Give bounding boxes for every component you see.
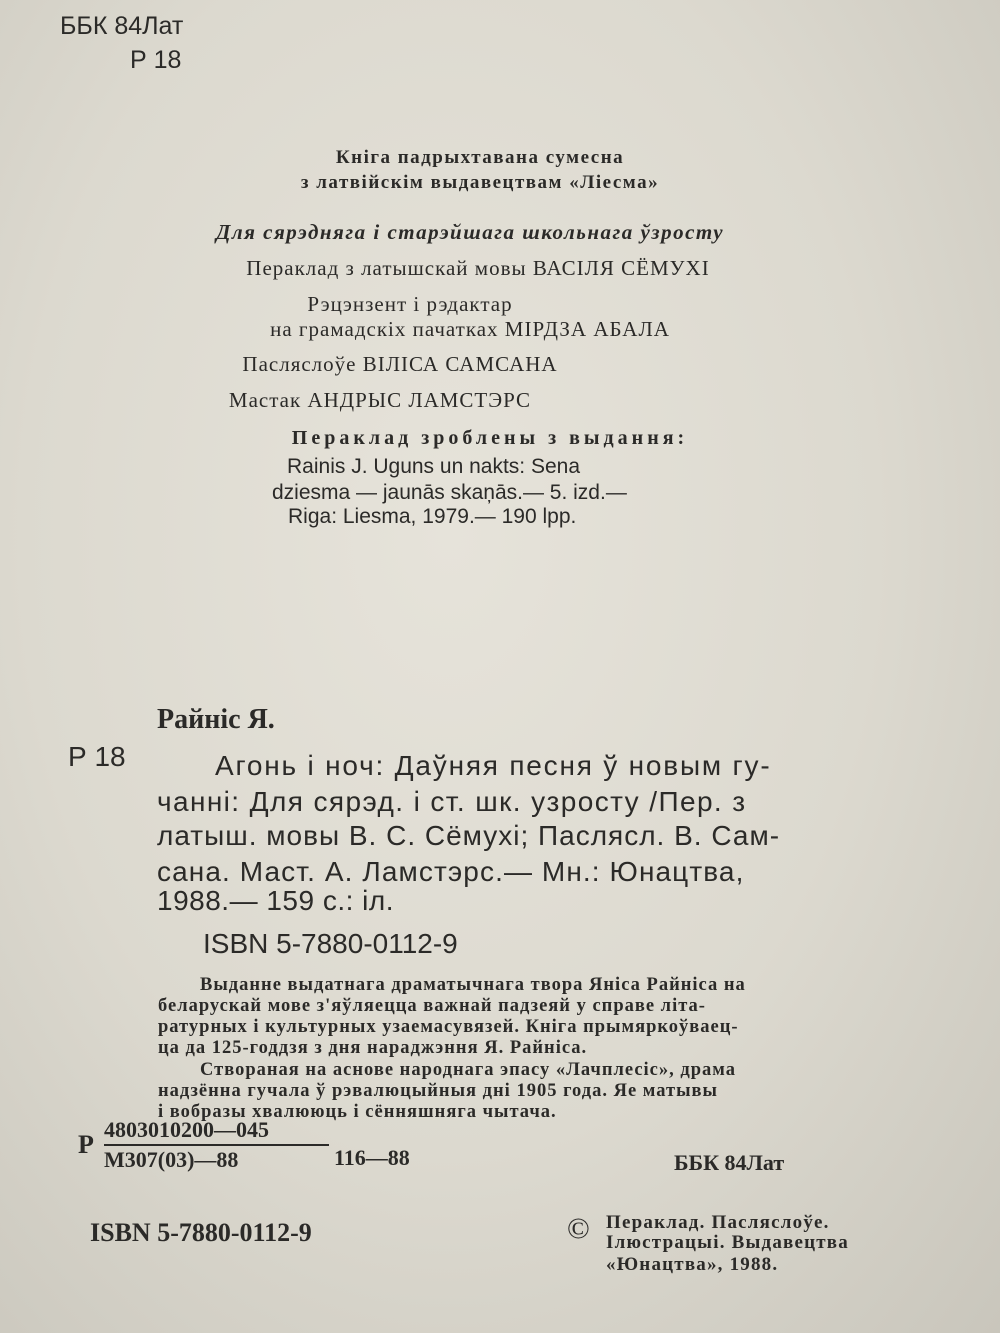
- original-edition-line1: Rainis J. Uguns un nakts: Sena: [287, 455, 580, 478]
- annotation-line: Створаная на аснове народнага эпасу «Лачплесіс», драма: [200, 1060, 737, 1080]
- afterword-credit: Пасляслоўе ВІЛІСА САМСАНА: [242, 352, 558, 376]
- bbk-classification-top: ББК 84Лат: [60, 12, 184, 40]
- catalog-author-mark: Р 18: [68, 741, 126, 772]
- reviewer-credit-line2: на грамадскіх пачатках МІРДЗА АБАЛА: [270, 317, 670, 341]
- catalog-description-line: латыш. мовы В. С. Сёмухі; Пасляcл. В. Сам-: [157, 820, 781, 851]
- bbk-classification-bottom: ББК 84Лат: [674, 1150, 785, 1175]
- annotation-line: беларускай мове з'яўляецца важнай падзеяй у справе літа-: [158, 996, 706, 1016]
- catalog-isbn: ISBN 5-7880-0112-9: [203, 928, 458, 959]
- copyright-line: «Юнацтва», 1988.: [606, 1254, 779, 1275]
- translated-from-heading: Пераклад зроблены з выдання:: [291, 427, 689, 449]
- annotation-line: ца да 125-годдзя з дня нараджэння Я. Райніса.: [158, 1038, 588, 1058]
- co-publishing-note-line1: Кніга падрыхтавана сумесна: [335, 147, 625, 168]
- audience-note: Для сярэдняга і старэйшага школьнага ўзросту: [215, 220, 725, 244]
- artist-credit: Мастак АНДРЫС ЛАМСТЭРС: [228, 388, 532, 412]
- publication-code-suffix: 116—88: [334, 1145, 410, 1170]
- catalog-author: Райніс Я.: [157, 704, 275, 735]
- original-edition-line3: Riga: Liesma, 1979.— 190 lpp.: [288, 505, 577, 528]
- fraction-divider: [104, 1144, 329, 1146]
- author-mark-top: Р 18: [130, 46, 182, 74]
- catalog-description-line: Агонь і ноч: Даўняя песня ў новым гу-: [215, 750, 772, 781]
- isbn-bottom: ISBN 5-7880-0112-9: [90, 1218, 312, 1247]
- annotation-line: надзённа гучала ў рэвалюцыйныя дні 1905 года. Яе матывы: [158, 1081, 718, 1101]
- publication-code-numerator: 4803010200—045: [104, 1117, 269, 1142]
- publication-code-denominator: М307(03)—88: [104, 1147, 239, 1172]
- publication-code-letter: Р: [78, 1130, 94, 1159]
- original-edition-line2: dziesma — jaunās skaņās.— 5. izd.—: [272, 481, 627, 504]
- annotation-line: Выданне выдатнага драматычнага твора Яніса Райніса на: [200, 975, 746, 995]
- copyright-icon: ©: [567, 1212, 590, 1245]
- translator-credit: Пераклад з латышскай мовы ВАСІЛЯ СЁМУХІ: [246, 256, 710, 280]
- annotation-line: і вобразы хвалююць і сённяшняга чытача.: [158, 1102, 557, 1122]
- catalog-description-line: сана. Маст. А. Ламстэрс.— Мн.: Юнацтва,: [157, 856, 745, 887]
- catalog-description-line: 1988.— 159 с.: іл.: [157, 885, 395, 916]
- copyright-line: Ілюстрацыі. Выдавецтва: [606, 1232, 849, 1253]
- annotation-line: ратурных і культурных узаемасувязей. Кніга прымяркоўваец-: [158, 1017, 739, 1037]
- catalog-description-line: чанні: Для сярэд. і ст. шк. узросту /Пер. з: [157, 786, 747, 817]
- reviewer-credit-line1: Рэцэнзент і рэдактар: [307, 292, 513, 316]
- co-publishing-note-line2: з латвійскім выдавецтвам «Ліесма»: [300, 172, 660, 193]
- copyright-line: Пераклад. Пасляслоўе.: [606, 1212, 830, 1233]
